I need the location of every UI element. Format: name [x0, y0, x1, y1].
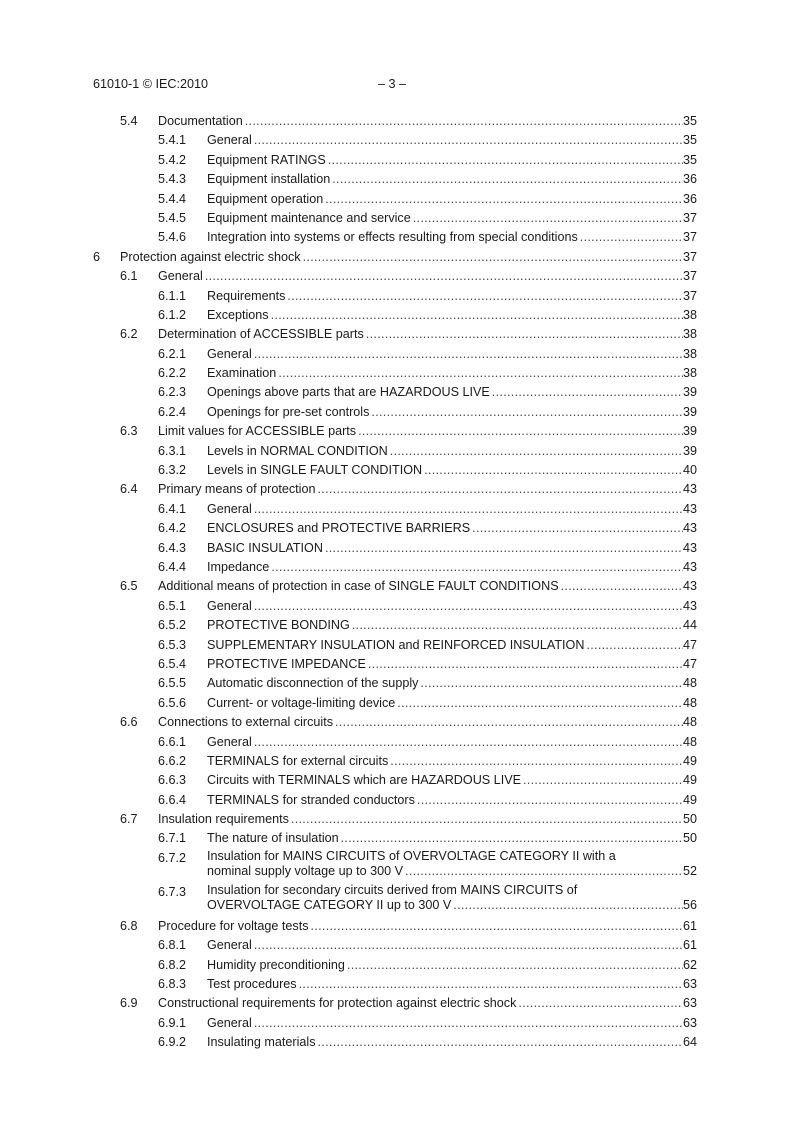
toc-entry-title: General — [207, 501, 252, 516]
toc-entry[interactable] — [0, 306, 793, 325]
toc-entry-number: 6.2.4 — [158, 404, 187, 419]
toc-entry[interactable] — [0, 287, 793, 306]
toc-entry-number: 6.9 — [120, 996, 138, 1011]
toc-entry-title: Determination of ACCESSIBLE parts — [158, 327, 364, 342]
toc-entry-page: 35 — [682, 133, 697, 148]
table-of-contents — [0, 112, 793, 1053]
toc-entry[interactable] — [0, 209, 793, 228]
toc-entry-number: 6.7.1 — [158, 831, 187, 846]
toc-entry-number: 6.2.3 — [158, 385, 187, 400]
toc-entry-title: Openings above parts that are HAZARDOUS LIVE — [207, 385, 490, 400]
toc-entry-number: 6.3.1 — [158, 443, 187, 458]
dot-leader — [470, 519, 683, 538]
toc-entry-title: General — [207, 1015, 252, 1030]
toc-entry-title: Limit values for ACCESSIBLE parts — [158, 424, 357, 439]
toc-entry-page: 36 — [682, 172, 697, 187]
toc-entry[interactable] — [0, 771, 793, 790]
dot-leader — [315, 480, 683, 499]
toc-entry-page: 63 — [682, 996, 697, 1011]
toc-entry-page: 49 — [682, 792, 697, 807]
dot-leader — [323, 539, 683, 558]
toc-entry-number: 6.6.2 — [158, 753, 187, 768]
toc-entry-page: 47 — [682, 637, 697, 652]
toc-entry-number: 6.3 — [120, 424, 138, 439]
toc-entry-number: 5.4.3 — [158, 172, 187, 187]
dot-leader — [339, 829, 683, 848]
dot-leader — [388, 752, 683, 771]
toc-entry-number: 5.4.6 — [158, 230, 187, 245]
dot-leader — [252, 733, 683, 752]
toc-entry-title: TERMINALS for stranded conductors — [207, 792, 415, 807]
toc-entry[interactable] — [0, 936, 793, 955]
toc-entry[interactable] — [0, 248, 793, 267]
toc-entry-title-continued: nominal supply voltage up to 300 V — [207, 864, 404, 879]
toc-entry-page: 61 — [682, 938, 697, 953]
dot-leader — [584, 636, 683, 655]
toc-entry[interactable] — [0, 956, 793, 975]
toc-entry-number: 6.7 — [120, 812, 138, 827]
toc-entry-title: Insulation for secondary circuits derived from MAINS CIRCUITS of — [207, 882, 578, 897]
toc-entry[interactable] — [0, 917, 793, 936]
toc-entry-page: 48 — [682, 676, 697, 691]
toc-entry-number: 6.5.5 — [158, 676, 187, 691]
toc-entry[interactable] — [0, 131, 793, 150]
toc-entry-page: 43 — [682, 540, 697, 555]
toc-entry[interactable] — [0, 190, 793, 209]
toc-entry-title: Protection against electric shock — [120, 249, 301, 264]
toc-entry[interactable] — [0, 480, 793, 499]
toc-entry-title: Insulation for MAINS CIRCUITS of OVERVOLTAGE CATEGORY II with a — [207, 848, 616, 863]
toc-entry-title: Equipment RATINGS — [207, 152, 326, 167]
toc-entry-page: 48 — [682, 715, 697, 730]
toc-entry-number: 6.6.1 — [158, 734, 187, 749]
dot-leader — [451, 898, 683, 914]
toc-entry-title: Equipment operation — [207, 191, 324, 206]
toc-entry[interactable] — [0, 151, 793, 170]
toc-entry-page: 61 — [682, 918, 697, 933]
toc-entry-title: Equipment installation — [207, 172, 331, 187]
toc-entry-number: 6.9.2 — [158, 1035, 187, 1050]
toc-entry[interactable] — [0, 849, 793, 883]
toc-entry-page: 43 — [682, 598, 697, 613]
toc-entry-title: Insulating materials — [207, 1035, 316, 1050]
toc-entry-title: Humidity preconditioning — [207, 957, 345, 972]
toc-entry-number: 6.7.2 — [158, 850, 187, 865]
toc-entry-number: 6.2.1 — [158, 346, 187, 361]
dot-leader — [422, 461, 683, 480]
dot-leader — [364, 325, 683, 344]
toc-entry-number: 6.1 — [120, 269, 138, 284]
toc-entry-page: 63 — [682, 1015, 697, 1030]
toc-entry-page: 35 — [682, 114, 697, 128]
toc-entry-page: 49 — [682, 773, 697, 788]
toc-entry[interactable] — [0, 713, 793, 732]
toc-entry-title: General — [207, 938, 252, 953]
toc-entry[interactable] — [0, 674, 793, 693]
toc-entry-page: 43 — [682, 521, 697, 536]
toc-entry-title: General — [207, 133, 252, 148]
toc-entry[interactable] — [0, 810, 793, 829]
toc-entry-number: 6.4.2 — [158, 521, 187, 536]
toc-entry-number: 6.5.1 — [158, 598, 187, 613]
toc-entry-number: 5.4.5 — [158, 210, 187, 225]
toc-entry-page: 47 — [682, 656, 697, 671]
dot-leader — [366, 655, 683, 674]
toc-entry-number: 6.5.3 — [158, 637, 187, 652]
toc-entry-page: 38 — [682, 346, 697, 361]
toc-entry[interactable] — [0, 112, 793, 131]
toc-entry-page: 43 — [682, 559, 697, 574]
dot-leader — [350, 616, 683, 635]
dot-leader — [243, 112, 683, 131]
toc-entry[interactable] — [0, 500, 793, 519]
toc-entry-number: 5.4.4 — [158, 191, 187, 206]
toc-entry-page: 37 — [682, 269, 697, 284]
toc-entry-title: Impedance — [207, 559, 270, 574]
dot-leader — [559, 577, 683, 596]
dot-leader — [418, 674, 683, 693]
toc-entry-title: General — [207, 346, 252, 361]
toc-entry-title: Levels in NORMAL CONDITION — [207, 443, 388, 458]
toc-entry-number: 6.8 — [120, 918, 138, 933]
toc-entry-title: General — [207, 598, 252, 613]
toc-entry-page: 48 — [682, 734, 697, 749]
toc-entry-title: Automatic disconnection of the supply — [207, 676, 419, 691]
toc-entry-page: 50 — [682, 831, 697, 846]
dot-leader — [356, 422, 683, 441]
dot-leader — [490, 383, 683, 402]
dot-leader — [369, 403, 683, 422]
toc-entry-number: 6.4.1 — [158, 501, 187, 516]
toc-entry-title: Equipment maintenance and service — [207, 210, 411, 225]
toc-entry[interactable] — [0, 733, 793, 752]
dot-leader — [252, 936, 683, 955]
toc-entry-number: 6.8.1 — [158, 938, 187, 953]
dot-leader — [252, 345, 683, 364]
toc-entry[interactable] — [0, 597, 793, 616]
toc-entry-page: 37 — [682, 210, 697, 225]
dot-leader — [309, 917, 683, 936]
toc-entry[interactable] — [0, 461, 793, 480]
dot-leader — [269, 306, 683, 325]
toc-entry-title: General — [158, 269, 203, 284]
toc-entry-title: TERMINALS for external circuits — [207, 753, 389, 768]
toc-entry-page: 37 — [682, 288, 697, 303]
toc-entry-title: PROTECTIVE BONDING — [207, 618, 350, 633]
toc-entry-number: 6.5.4 — [158, 656, 187, 671]
toc-entry-number: 6.1.2 — [158, 307, 187, 322]
toc-entry-title: Exceptions — [207, 307, 269, 322]
toc-entry-number: 6.2 — [120, 327, 138, 342]
toc-entry[interactable] — [0, 170, 793, 189]
toc-entry-page: 50 — [682, 812, 697, 827]
toc-entry-number: 5.4.2 — [158, 152, 187, 167]
toc-entry[interactable] — [0, 975, 793, 994]
toc-entry-title: Documentation — [158, 114, 243, 128]
toc-entry-number: 6.6 — [120, 715, 138, 730]
dot-leader — [330, 170, 683, 189]
toc-entry-page: 35 — [682, 152, 697, 167]
toc-entry-title: Constructional requirements for protection against electric shock — [158, 996, 517, 1011]
toc-entry[interactable] — [0, 791, 793, 810]
running-header-standard-id: 61010-1 © IEC:2010 — [93, 77, 209, 91]
toc-entry-title: General — [207, 734, 252, 749]
dot-leader — [345, 956, 683, 975]
toc-entry[interactable] — [0, 655, 793, 674]
toc-entry-number: 6.8.3 — [158, 977, 187, 992]
toc-entry-page: 43 — [682, 482, 697, 497]
dot-leader — [415, 791, 683, 810]
toc-entry[interactable] — [0, 636, 793, 655]
dot-leader — [521, 771, 683, 790]
dot-leader — [297, 975, 683, 994]
dot-leader — [326, 151, 683, 170]
dot-leader — [252, 131, 683, 150]
toc-entry-number: 6.6.4 — [158, 792, 187, 807]
toc-entry-title: Connections to external circuits — [158, 715, 333, 730]
dot-leader — [289, 810, 683, 829]
toc-entry-title: Levels in SINGLE FAULT CONDITION — [207, 463, 423, 478]
toc-entry-title: Current- or voltage-limiting device — [207, 695, 396, 710]
dot-leader — [395, 694, 683, 713]
toc-entry[interactable] — [0, 694, 793, 713]
toc-entry-number: 6.5.6 — [158, 695, 187, 710]
toc-entry-title: BASIC INSULATION — [207, 540, 323, 555]
toc-entry-number: 6.2.2 — [158, 366, 187, 381]
toc-entry-page: 62 — [682, 957, 697, 972]
toc-entry[interactable] — [0, 883, 793, 917]
dot-leader — [252, 1014, 683, 1033]
toc-entry[interactable] — [0, 616, 793, 635]
dot-leader — [516, 994, 683, 1013]
toc-entry[interactable] — [0, 519, 793, 538]
dot-leader — [285, 287, 683, 306]
dot-leader — [276, 364, 683, 383]
toc-entry-title: Procedure for voltage tests — [158, 918, 309, 933]
toc-entry-page: 48 — [682, 695, 697, 710]
toc-entry[interactable] — [0, 1014, 793, 1033]
toc-entry-page: 39 — [682, 404, 697, 419]
dot-leader — [578, 228, 683, 247]
running-header-page-number: – 3 – — [378, 77, 407, 91]
toc-entry-page: 49 — [682, 753, 697, 768]
toc-entry-page: 39 — [682, 443, 697, 458]
toc-entry-number: 5.4 — [120, 114, 138, 128]
dot-leader — [269, 558, 683, 577]
toc-entry[interactable] — [0, 442, 793, 461]
toc-entry-title: Primary means of protection — [158, 482, 316, 497]
toc-entry-title: Examination — [207, 366, 277, 381]
toc-entry-title: Circuits with TERMINALS which are HAZARDOUS LIVE — [207, 773, 521, 788]
toc-entry[interactable] — [0, 422, 793, 441]
toc-entry-number: 6.3.2 — [158, 463, 187, 478]
dot-leader — [411, 209, 683, 228]
dot-leader — [252, 597, 683, 616]
toc-entry-page: 39 — [682, 385, 697, 400]
toc-entry-title: ENCLOSURES and PROTECTIVE BARRIERS — [207, 521, 471, 536]
toc-entry-number: 6.5 — [120, 579, 138, 594]
toc-entry[interactable] — [0, 539, 793, 558]
toc-entry-page: 44 — [682, 618, 697, 633]
toc-entry[interactable] — [0, 752, 793, 771]
toc-entry[interactable] — [0, 228, 793, 247]
toc-entry-page: 37 — [682, 249, 697, 264]
toc-entry[interactable] — [0, 267, 793, 286]
toc-entry[interactable] — [0, 364, 793, 383]
dot-leader — [203, 267, 683, 286]
toc-entry-title-continued: OVERVOLTAGE CATEGORY II up to 300 V — [207, 898, 452, 913]
toc-entry-title: PROTECTIVE IMPEDANCE — [207, 656, 366, 671]
toc-entry[interactable] — [0, 829, 793, 848]
toc-entry-page: 43 — [682, 501, 697, 516]
dot-leader — [403, 864, 683, 880]
toc-entry-number: 6.6.3 — [158, 773, 187, 788]
toc-entry[interactable] — [0, 345, 793, 364]
toc-entry-title: Insulation requirements — [158, 812, 289, 827]
toc-entry-title: Test procedures — [207, 977, 297, 992]
toc-entry-page: 38 — [682, 307, 697, 322]
toc-entry[interactable] — [0, 325, 793, 344]
toc-entry-page: 38 — [682, 327, 697, 342]
toc-entry-number: 5.4.1 — [158, 133, 187, 148]
dot-leader — [333, 713, 683, 732]
toc-entry[interactable] — [0, 1033, 793, 1052]
toc-entry-page: 56 — [682, 898, 697, 913]
toc-entry-page: 63 — [682, 977, 697, 992]
toc-entry-number: 6.7.3 — [158, 884, 187, 899]
toc-entry-number: 6.4.3 — [158, 540, 187, 555]
dot-leader — [252, 500, 683, 519]
toc-entry-page: 40 — [682, 463, 697, 478]
toc-entry-number: 6.8.2 — [158, 957, 187, 972]
toc-entry[interactable] — [0, 994, 793, 1013]
toc-entry-page: 52 — [682, 864, 697, 879]
toc-entry-number: 6.4.4 — [158, 559, 187, 574]
toc-entry-title: SUPPLEMENTARY INSULATION and REINFORCED INSULATION — [207, 637, 585, 652]
toc-entry-title: Requirements — [207, 288, 286, 303]
toc-entry-page: 36 — [682, 191, 697, 206]
toc-entry-title: The nature of insulation — [207, 831, 339, 846]
toc-entry-page: 37 — [682, 230, 697, 245]
toc-entry-number: 6 — [93, 249, 101, 264]
toc-entry-page: 39 — [682, 424, 697, 439]
dot-leader — [388, 442, 683, 461]
toc-entry-title: Integration into systems or effects resulting from special conditions — [207, 230, 578, 245]
toc-entry-number: 6.1.1 — [158, 288, 187, 303]
toc-entry-number: 6.4 — [120, 482, 138, 497]
dot-leader — [316, 1033, 683, 1052]
toc-entry[interactable] — [0, 577, 793, 596]
toc-entry[interactable] — [0, 558, 793, 577]
toc-entry-page: 38 — [682, 366, 697, 381]
toc-entry[interactable] — [0, 383, 793, 402]
toc-entry-number: 6.5.2 — [158, 618, 187, 633]
toc-entry-title: Additional means of protection in case of SINGLE FAULT CONDITIONS — [158, 579, 559, 594]
toc-entry-title: Openings for pre-set controls — [207, 404, 370, 419]
dot-leader — [301, 248, 683, 267]
toc-entry[interactable] — [0, 403, 793, 422]
toc-entry-page: 64 — [682, 1035, 697, 1050]
toc-entry-page: 43 — [682, 579, 697, 594]
toc-entry-number: 6.9.1 — [158, 1015, 187, 1030]
dot-leader — [323, 190, 683, 209]
